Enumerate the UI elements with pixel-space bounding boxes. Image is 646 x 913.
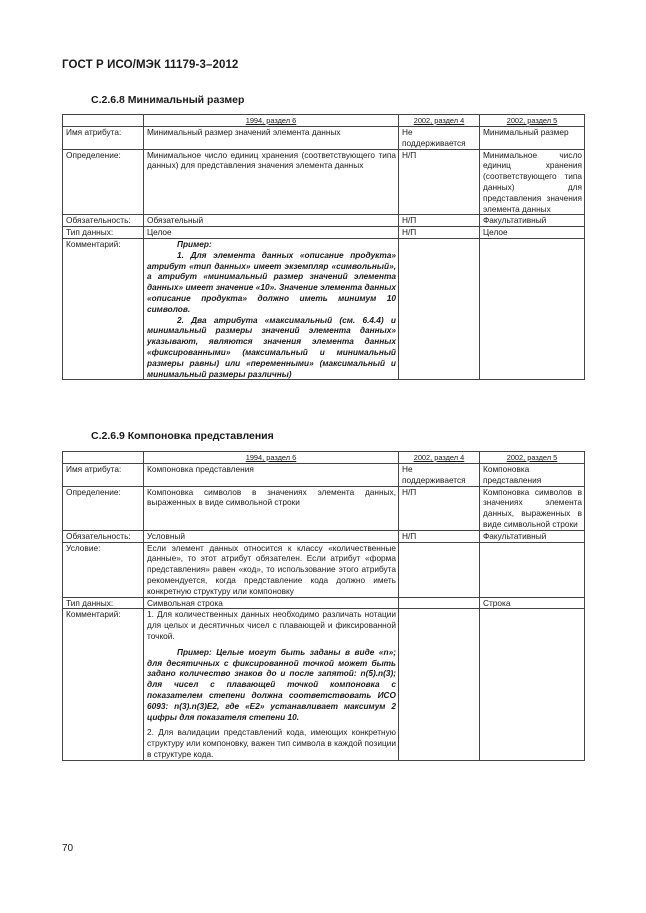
table-row xyxy=(63,127,585,150)
row-label: Тип данных: xyxy=(63,597,144,609)
cell-1994: Минимальный размер значений элемента данных xyxy=(144,127,399,150)
cell-1994: Символьная строка xyxy=(144,597,399,609)
cell-2002-5 xyxy=(480,238,585,379)
cell-2002-4 xyxy=(399,609,480,760)
table-representation-layout xyxy=(62,451,585,761)
cell-2002-5: Компоновка символов в значениях элемента данных, выраженных в виде символьной строки xyxy=(480,486,585,530)
table-header-row xyxy=(63,452,585,464)
table-row xyxy=(63,464,585,487)
comment-cell xyxy=(144,238,399,379)
cell-2002-4: Не поддерживается xyxy=(399,464,480,487)
example-label: Пример: xyxy=(177,238,212,249)
comment-paragraph: 2. Два атрибута «максимальный (см. 6.4.4) и минимальный размеры значений элемента данных» указывают, являются значения элемента данных «фиксированными» (максимальный и минимальный размеры равны) или «переменными» (максимальный и минимальный размеры различны) xyxy=(147,314,396,379)
comment-paragraph: 2. Для валидации представлений кода, имеющих конкретную структуру или компоновку, важен тип символа в каждой позиции в структуре кода. xyxy=(147,727,396,759)
row-label: Имя атрибута: xyxy=(63,464,144,487)
comment-paragraph: 1. Для количественных данных необходимо различать нотации для целых и десятичных чисел с плавающей и фиксированной точкой. xyxy=(147,609,396,641)
cell-2002-4: Н/П xyxy=(399,486,480,530)
cell-1994: Компоновка символов в значениях элемента данных, выраженных в виде символьной строки xyxy=(144,486,399,530)
cell-2002-5 xyxy=(480,542,585,597)
cell-2002-4: Не поддерживается xyxy=(399,127,480,150)
row-label: Тип данных: xyxy=(63,227,144,239)
comment-example: Пример: Целые могут быть заданы в виде «n»; для десятичных с фиксированной точкой может быть задано количество знаков до и после запятой: n(5).n(3); для чисел с плавающей точкой компоновка с показателем степени должна соответствовать ИСО 6093: n(3).n(3)E2, где «E2» устанавливает максимум 2 цифры для показателя степени 10. xyxy=(147,646,396,722)
header-cell-2002-4: 2002, раздел 4 xyxy=(399,115,480,127)
cell-2002-4: Н/П xyxy=(399,215,480,227)
cell-2002-4: Н/П xyxy=(399,149,480,215)
cell-2002-5: Минимальное число единиц хранения (соответствующего типа данных) для представления значения элемента данных xyxy=(480,149,585,215)
header-cell-empty xyxy=(63,452,144,464)
header-cell-1994: 1994, раздел 6 xyxy=(144,452,399,464)
cell-1994: Компоновка представления xyxy=(144,464,399,487)
table-row xyxy=(63,597,585,609)
header-cell-2002-5: 2002, раздел 5 xyxy=(480,115,585,127)
cell-2002-5: Минимальный размер xyxy=(480,127,585,150)
cell-2002-4 xyxy=(399,597,480,609)
page-number: 70 xyxy=(62,843,74,854)
table-row xyxy=(63,542,585,597)
cell-2002-5: Компоновка представления xyxy=(480,464,585,487)
section-title-representation-layout: C.2.6.9 Компоновка представления xyxy=(91,430,274,442)
row-label: Обязательность: xyxy=(63,530,144,542)
header-cell-empty xyxy=(63,115,144,127)
cell-2002-4 xyxy=(399,542,480,597)
row-label: Комментарий: xyxy=(63,238,144,379)
section-title-minimum-size: C.2.6.8 Минимальный размер xyxy=(91,94,245,106)
row-label: Определение: xyxy=(63,149,144,215)
table-row xyxy=(63,215,585,227)
cell-2002-4 xyxy=(399,238,480,379)
document-header: ГОСТ Р ИСО/МЭК 11179-3–2012 xyxy=(62,59,239,71)
cell-2002-5: Факультативный xyxy=(480,530,585,542)
cell-2002-5: Целое xyxy=(480,227,585,239)
cell-2002-4: Н/П xyxy=(399,530,480,542)
table-row xyxy=(63,486,585,530)
cell-1994: Если элемент данных относится к классу «количественные данные», то этот атрибут обязателен. Если атрибут «форма представления» равен «код», то использование этого атрибута рекомендуется, когда представление кода должно иметь конкретную структуру или компоновку xyxy=(144,542,399,597)
row-label: Имя атрибута: xyxy=(63,127,144,150)
table-row xyxy=(63,530,585,542)
table-minimum-size xyxy=(62,114,585,380)
cell-2002-5 xyxy=(480,609,585,760)
cell-1994: Минимальное число единиц хранения (соответствующего типа данных) для представления значения элемента данных xyxy=(144,149,399,215)
cell-2002-5: Факультативный xyxy=(480,215,585,227)
cell-2002-4: Н/П xyxy=(399,227,480,239)
header-cell-1994: 1994, раздел 6 xyxy=(144,115,399,127)
header-cell-2002-5: 2002, раздел 5 xyxy=(480,452,585,464)
cell-1994: Условный xyxy=(144,530,399,542)
cell-1994: Целое xyxy=(144,227,399,239)
table-row xyxy=(63,149,585,215)
row-label: Комментарий: xyxy=(63,609,144,760)
cell-2002-5: Строка xyxy=(480,597,585,609)
table-row xyxy=(63,227,585,239)
cell-1994: Обязательный xyxy=(144,215,399,227)
comment-paragraph: 1. Для элемента данных «описание продукта» атрибут «тип данных» имеет экземпляр «символьный», а атрибут «минимальный размер значений элемента данных» имеет значение «10». Значение элемента данных «описание продукта» должно иметь минимум 10 символов. xyxy=(147,249,396,314)
comment-cell xyxy=(144,609,399,760)
row-label: Условие: xyxy=(63,542,144,597)
row-label: Обязательность: xyxy=(63,215,144,227)
table-row-comment xyxy=(63,609,585,760)
table-row-comment xyxy=(63,238,585,379)
table-header-row xyxy=(63,115,585,127)
row-label: Определение: xyxy=(63,486,144,530)
header-cell-2002-4: 2002, раздел 4 xyxy=(399,452,480,464)
